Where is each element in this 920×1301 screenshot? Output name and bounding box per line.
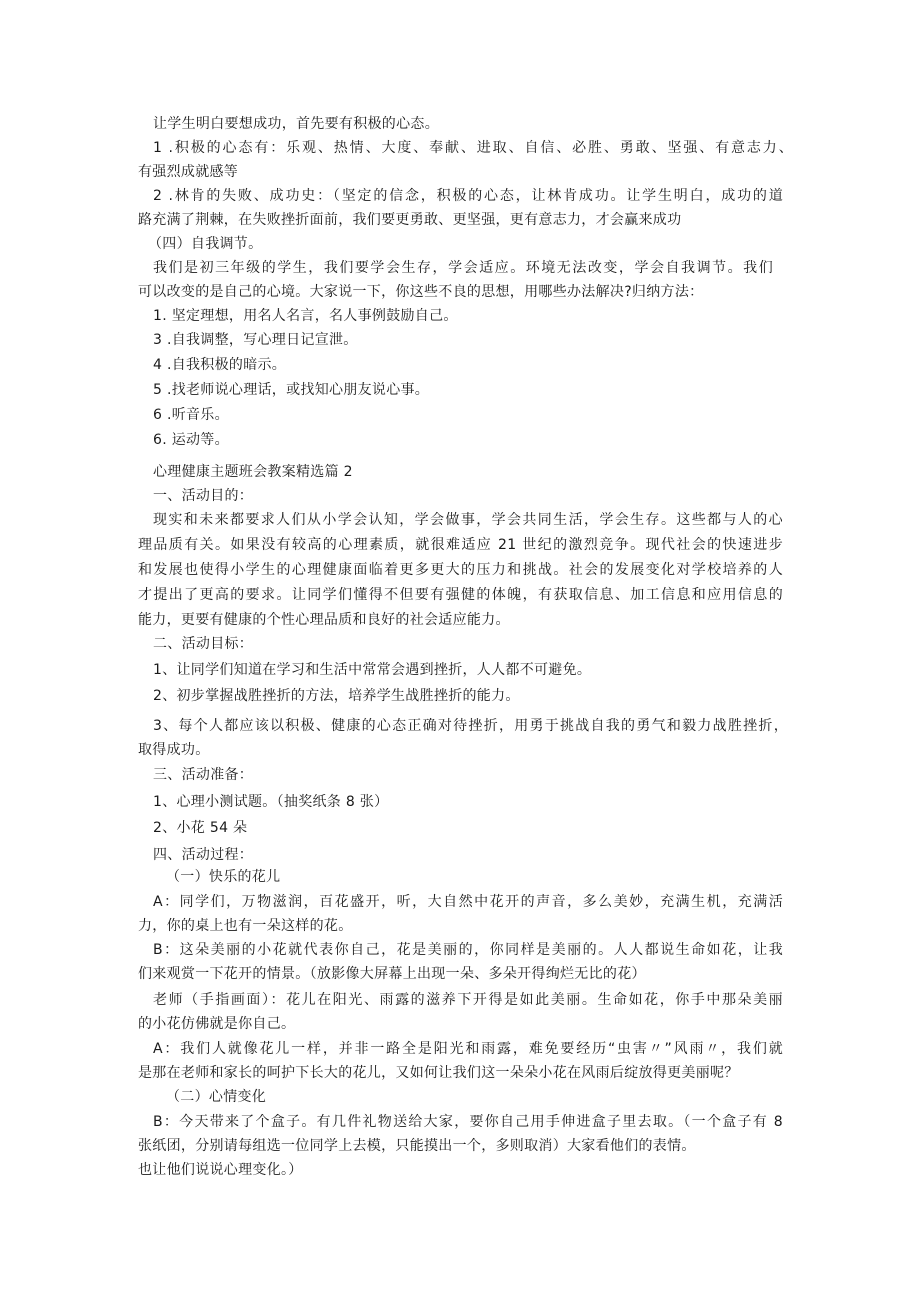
list-item: 3 .自我调整，写心理日记宣泄。 — [153, 332, 358, 348]
paragraph-line: 理品质有关。如果没有较高的心理素质，就很难适应 21 世纪的激烈竞争。现代社会的快速进步 — [138, 537, 783, 553]
list-item: 6 .听音乐。 — [153, 407, 229, 423]
section-heading: 三、活动准备： — [153, 767, 254, 783]
section-title: 心理健康主题班会教案精选篇 2 — [153, 464, 353, 480]
paragraph-line: 能力，更要有健康的个性心理品质和良好的社会适应能力。 — [138, 612, 510, 628]
dialogue-line: 老师（手指画面）：花儿在阳光、雨露的滋养下开得是如此美丽。生命如花，你手中那朵美丽 — [153, 992, 783, 1008]
list-item: 1 .积极的心态有：乐观、热情、大度、奉献、进取、自信、必胜、勇敢、坚强、有意志力、 — [153, 140, 793, 156]
dialogue-line: A：我们人就像花儿一样，并非一路全是阳光和雨露，难免要经历“虫害〃”风雨〃，我们就 — [153, 1041, 783, 1057]
subsection-heading: （四）自我调节。 — [148, 236, 263, 252]
list-item-continuation: 路充满了荆棘，在失败挫折面前，我们要更勇敢、更坚强，更有意志力，才会赢来成功 — [138, 212, 682, 228]
dialogue-line: B：今天带来了个盒子。有几件礼物送给大家，要你自己用手伸进盒子里去取。（一个盒子有 8 — [153, 1114, 783, 1130]
subsection-heading: （一）快乐的花儿 — [166, 869, 281, 885]
section-heading: 二、活动目标： — [153, 636, 254, 652]
list-item: 4 .自我积极的暗示。 — [153, 357, 287, 373]
paragraph-line: 才提出了更高的要求。让同学们懂得不但要有强健的体魄，有获取信息、加工信息和应用信息的 — [138, 587, 783, 603]
dialogue-line: B：这朵美丽的小花就代表你自己，花是美丽的，你同样是美丽的。人人都说生命如花，让我 — [153, 942, 783, 958]
paragraph-line: 让学生明白要想成功，首先要有积极的心态。 — [153, 116, 439, 132]
list-item-continuation: 有强烈成就感等 — [138, 164, 239, 180]
dialogue-line: 的小花仿佛就是你自己。 — [138, 1016, 296, 1032]
list-item: 6. 运动等。 — [153, 432, 229, 448]
paragraph-line: 可以改变的是自己的心境。大家说一下，你这些不良的思想，用哪些办法解决?归纳方法： — [138, 284, 704, 300]
list-item-continuation: 取得成功。 — [138, 742, 210, 758]
dialogue-line: 力，你的桌上也有一朵这样的花。 — [138, 918, 353, 934]
dialogue-line: A：同学们，万物滋润，百花盛开，听，大自然中花开的声音，多么美妙，充满生机，充满活 — [153, 894, 783, 910]
list-item: 2、初步掌握战胜挫折的方法，培养学生战胜挫折的能力。 — [153, 688, 520, 704]
list-item: 2、小花 54 朵 — [153, 820, 248, 836]
paragraph-line: 现实和未来都要求人们从小学会认知，学会做事，学会共同生活，学会生存。这些都与人的心 — [153, 512, 783, 528]
dialogue-line: 们来观赏一下花开的情景。（放影像大屏幕上出现一朵、多朵开得绚烂无比的花） — [138, 966, 646, 982]
list-item: 2 .林肯的失败、成功史：（坚定的信念，积极的心态，让林肯成功。让学生明白，成功的道 — [153, 188, 783, 204]
paragraph-line: 我们是初三年级的学生，我们要学会生存，学会适应。环境无法改变，学会自我调节。我们 — [153, 260, 773, 276]
dialogue-line: 是那在老师和家长的呵护下长大的花儿，又如何让我们这一朵朵小花在风雨后绽放得更美丽呢？ — [138, 1065, 739, 1081]
dialogue-line: 张纸团，分别请每组选一位同学上去模，只能摸出一个，多则取消）大家看他们的表情。 — [138, 1138, 696, 1154]
section-heading: 四、活动过程： — [153, 847, 254, 863]
section-heading: 一、活动目的： — [153, 488, 254, 504]
list-item: 1. 坚定理想，用名人名言，名人事例鼓励自己。 — [153, 308, 458, 324]
list-item: 3、每个人都应该以积极、健康的心态正确对待挫折，用勇于挑战自我的勇气和毅力战胜挫折， — [153, 718, 788, 734]
dialogue-line: 也让他们说说心理变化。） — [138, 1162, 303, 1178]
list-item: 1、心理小测试题。（抽奖纸条 8 张） — [153, 794, 389, 810]
list-item: 5 .找老师说心理话，或找知心朋友说心事。 — [153, 382, 430, 398]
subsection-heading: （二）心情变化 — [166, 1089, 267, 1105]
list-item: 1、让同学们知道在学习和生活中常常会遇到挫折，人人都不可避免。 — [153, 662, 592, 678]
paragraph-line: 和发展也使得小学生的心理健康面临着更多更大的压力和挑战。社会的发展变化对学校培养的人 — [138, 562, 783, 578]
